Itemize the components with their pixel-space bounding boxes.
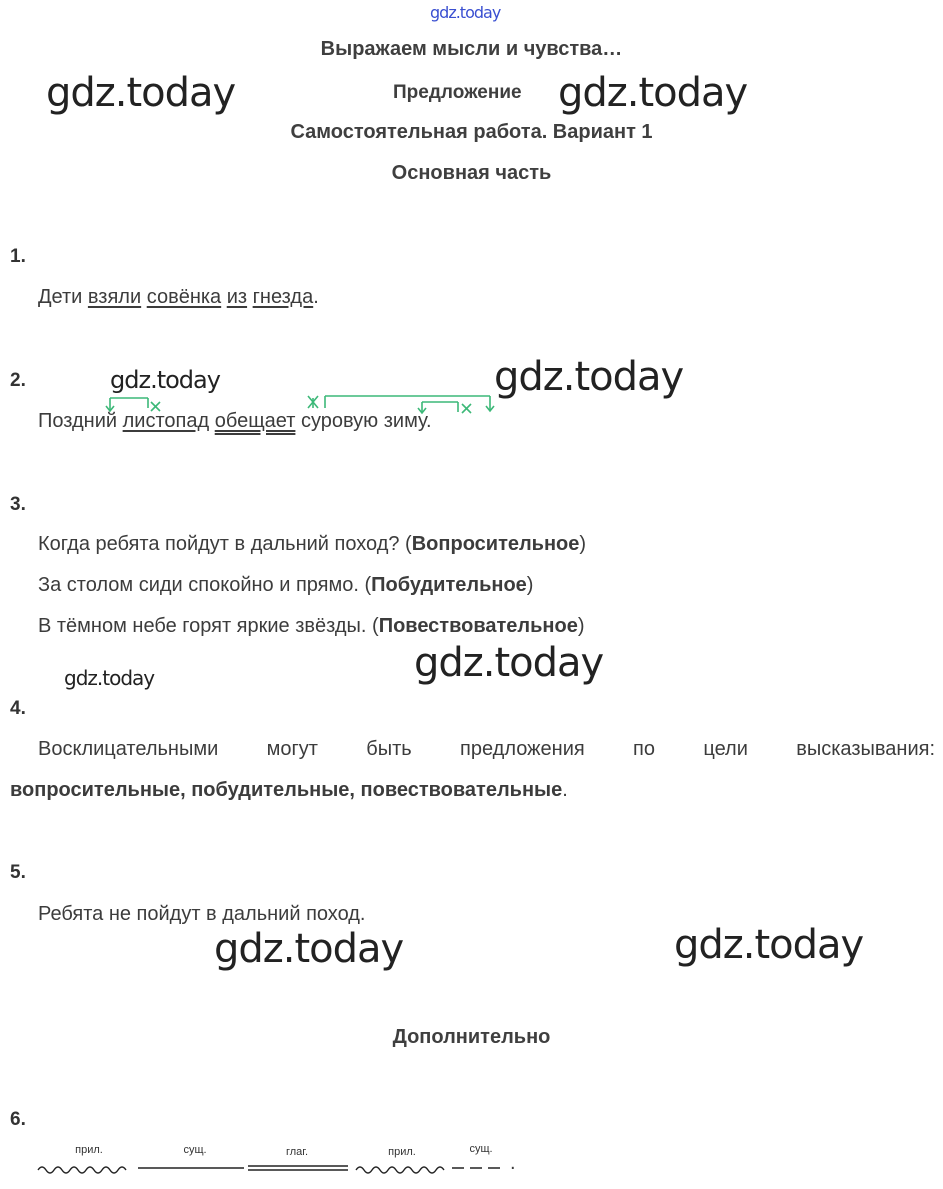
watermark: gdz.today [414,640,604,686]
word: суровую зиму. [295,410,432,432]
sentence-type: Побудительное [371,574,527,596]
pos-label: глаг. [285,1146,309,1158]
period: . [510,1152,516,1174]
task-number: 5. [10,862,26,883]
task3-sentence [38,615,585,638]
task1-sentence [38,286,319,309]
task-number: 6. [10,1109,26,1130]
word: Поздний [38,410,123,432]
word-underlined: совёнка [146,286,222,308]
task3-sentence [38,574,533,597]
sentence-text: За столом сиди спокойно и прямо. ( [38,574,372,596]
task5-sentence: Ребята не пойдут в дальний поход. [38,903,366,925]
wavy-line [356,1167,444,1173]
watermark: gdz.today [46,70,236,116]
sentence-text: В тёмном небе горят яркие звёзды. ( [38,615,379,637]
word-underlined: взяли [87,286,142,308]
watermark: gdz.today [64,666,155,690]
task4-line: Восклицательными могут быть предложения по цели высказывания: [38,738,935,760]
pos-label: прил. [388,1146,416,1158]
task4-answer [10,779,568,802]
topic-title: Предложение [393,82,522,103]
watermark: gdz.today [558,70,748,116]
part-title: Основная часть [391,162,552,184]
sentence-scheme [36,1158,516,1176]
watermark-top: gdz.today [430,3,501,22]
sentence-type: Вопросительное [411,533,580,555]
task-number: 1. [10,246,26,267]
wavy-line [38,1167,126,1173]
pos-label: сущ. [183,1144,207,1156]
watermark: gdz.today [674,922,864,968]
task-number: 3. [10,494,26,515]
word-underlined: из [226,286,248,308]
period: . [562,779,568,801]
watermark: gdz.today [110,366,220,394]
extra-title: Дополнительно [392,1026,551,1048]
bracket: ) [577,615,585,637]
task3-sentence [38,533,586,556]
page-title: Выражаем мысли и чувства… [320,38,623,60]
period: . [313,286,319,308]
bracket: ) [526,574,534,596]
watermark: gdz.today [494,354,684,400]
word: Дети [38,286,88,308]
watermark: gdz.today [214,926,404,972]
task2-sentence [38,410,432,433]
sentence-text: Когда ребята пойдут в дальний поход? ( [38,533,412,555]
word-underlined: гнезда [252,286,314,308]
word-double-underlined: обещает [214,410,296,432]
pos-label: сущ. [469,1143,493,1155]
bracket: ) [579,533,587,555]
pos-label: прил. [75,1144,103,1156]
task-number: 2. [10,370,26,391]
sentence-type: Повествовательное [378,615,578,637]
word-underlined: листопад [122,410,210,432]
answer-bold: вопросительные, побудительные, повествовательные [10,779,563,801]
task-number: 4. [10,698,26,719]
work-title: Самостоятельная работа. Вариант 1 [290,121,653,143]
